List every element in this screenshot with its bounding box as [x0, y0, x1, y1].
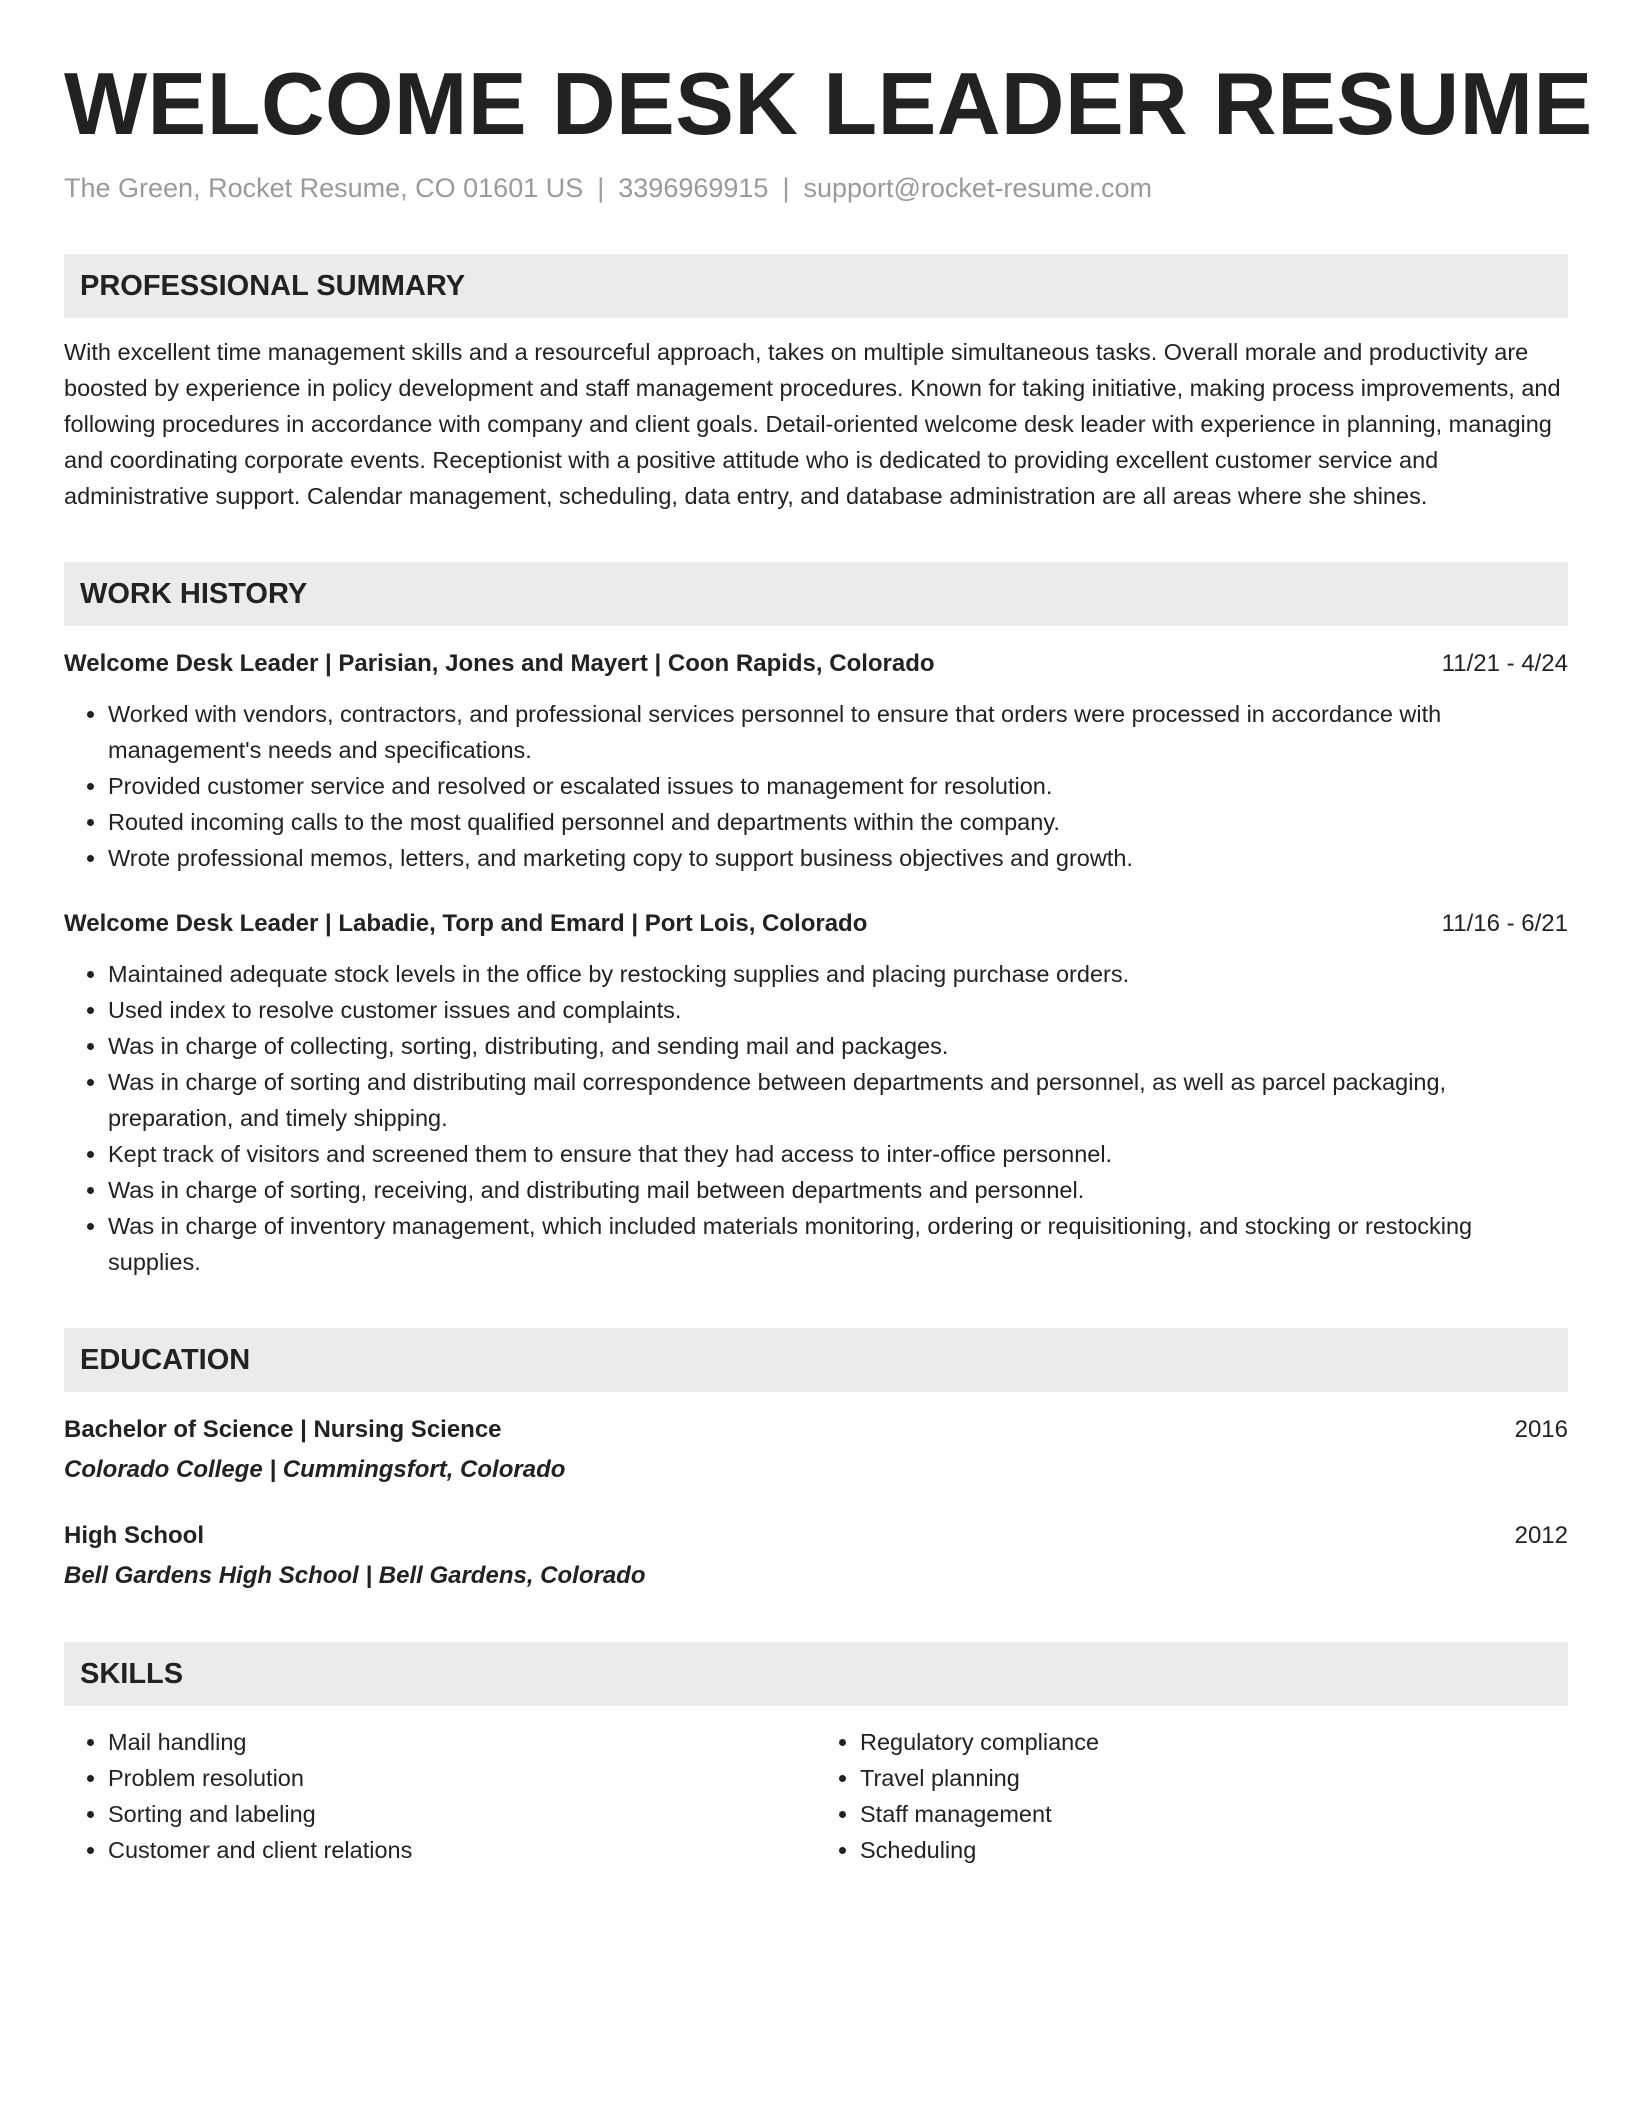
- contact-line: [64, 170, 1568, 206]
- section-header-education: EDUCATION: [64, 1328, 1568, 1392]
- education-degree: High School: [64, 1522, 204, 1549]
- job-header: [64, 906, 1568, 942]
- job-bullet: • Was in charge of sorting and distributing mail correspondence between departments and personnel, as well as parcel packaging, preparation, and timely shipping.: [108, 1064, 1568, 1136]
- education-degree: Bachelor of Science | Nursing Science: [64, 1416, 502, 1443]
- job-bullet: • Was in charge of collecting, sorting, distributing, and sending mail and packages.: [108, 1028, 1568, 1064]
- job-bullet: • Routed incoming calls to the most qualified personnel and departments within the company.: [108, 804, 1568, 840]
- skill-item: • Customer and client relations: [108, 1832, 816, 1868]
- section-header-skills: SKILLS: [64, 1642, 1568, 1706]
- job-dates: 11/16 - 6/21: [1441, 910, 1568, 937]
- skill-item: • Sorting and labeling: [108, 1796, 816, 1832]
- job-title: Welcome Desk Leader | Labadie, Torp and Emard | Port Lois, Colorado: [64, 910, 868, 937]
- section-header-work-history: WORK HISTORY: [64, 562, 1568, 626]
- education-entry: [64, 1518, 1568, 1594]
- resume-title: WELCOME DESK LEADER RESUME: [64, 54, 1593, 153]
- education-school: Bell Gardens High School | Bell Gardens, Colorado: [64, 1562, 646, 1589]
- section-header-summary: PROFESSIONAL SUMMARY: [64, 254, 1568, 318]
- contact-address: The Green, Rocket Resume, CO 01601 US: [64, 173, 584, 203]
- education-header: [64, 1518, 1568, 1554]
- job-bullet: • Worked with vendors, contractors, and professional services personnel to ensure that orders were processed in accordance with management's needs and specifications.: [108, 696, 1568, 768]
- skills-column-right: [816, 1724, 1568, 1868]
- skill-item: • Scheduling: [860, 1832, 1568, 1868]
- education-school: Colorado College | Cummingsfort, Colorado: [64, 1456, 566, 1483]
- summary-text: With excellent time management skills and a resourceful approach, takes on multiple simultaneous tasks. Overall morale and productivity are boosted by experience in policy development and staff management procedures. Known for taking initiative, making process improvements, and following procedures in accordance with company and client goals. Detail-oriented welcome desk leader with experience in planning, managing and coordinating corporate events. Receptionist with a positive attitude who is dedicated to providing excellent customer service and administrative support. Calendar management, scheduling, data entry, and database administration are all areas where she shines.: [64, 339, 1561, 509]
- job-header: [64, 646, 1568, 682]
- job-title: Welcome Desk Leader | Parisian, Jones and Mayert | Coon Rapids, Colorado: [64, 650, 935, 677]
- skill-item: • Mail handling: [108, 1724, 816, 1760]
- education-year: 2012: [1514, 1522, 1568, 1549]
- skill-item: • Regulatory compliance: [860, 1724, 1568, 1760]
- job-entry: [64, 906, 1568, 1280]
- job-dates: 11/21 - 4/24: [1441, 650, 1568, 677]
- contact-phone: 3396969915: [618, 173, 769, 203]
- job-entry: [64, 646, 1568, 876]
- job-bullet: • Kept track of visitors and screened them to ensure that they had access to inter-office personnel.: [108, 1136, 1568, 1172]
- job-bullets: [64, 956, 1568, 1280]
- job-bullet: • Was in charge of inventory management, which included materials monitoring, ordering or requisitioning, and stocking or restocking supplies.: [108, 1208, 1568, 1280]
- skills-list: [64, 1724, 1568, 1868]
- education-year: 2016: [1514, 1416, 1568, 1443]
- contact-separator: |: [597, 173, 605, 203]
- skills-column-left: [64, 1724, 816, 1868]
- contact-email: support@rocket-resume.com: [803, 173, 1152, 203]
- job-bullet: • Was in charge of sorting, receiving, and distributing mail between departments and personnel.: [108, 1172, 1568, 1208]
- job-bullet: • Maintained adequate stock levels in the office by restocking supplies and placing purchase orders.: [108, 956, 1568, 992]
- skill-item: • Staff management: [860, 1796, 1568, 1832]
- skill-item: • Problem resolution: [108, 1760, 816, 1796]
- skill-item: • Travel planning: [860, 1760, 1568, 1796]
- contact-separator: |: [782, 173, 790, 203]
- job-bullet: • Wrote professional memos, letters, and marketing copy to support business objectives and growth.: [108, 840, 1568, 876]
- education-entry: [64, 1412, 1568, 1488]
- job-bullet: • Provided customer service and resolved or escalated issues to management for resolution.: [108, 768, 1568, 804]
- education-header: [64, 1412, 1568, 1448]
- job-bullet: • Used index to resolve customer issues and complaints.: [108, 992, 1568, 1028]
- job-bullets: [64, 696, 1568, 876]
